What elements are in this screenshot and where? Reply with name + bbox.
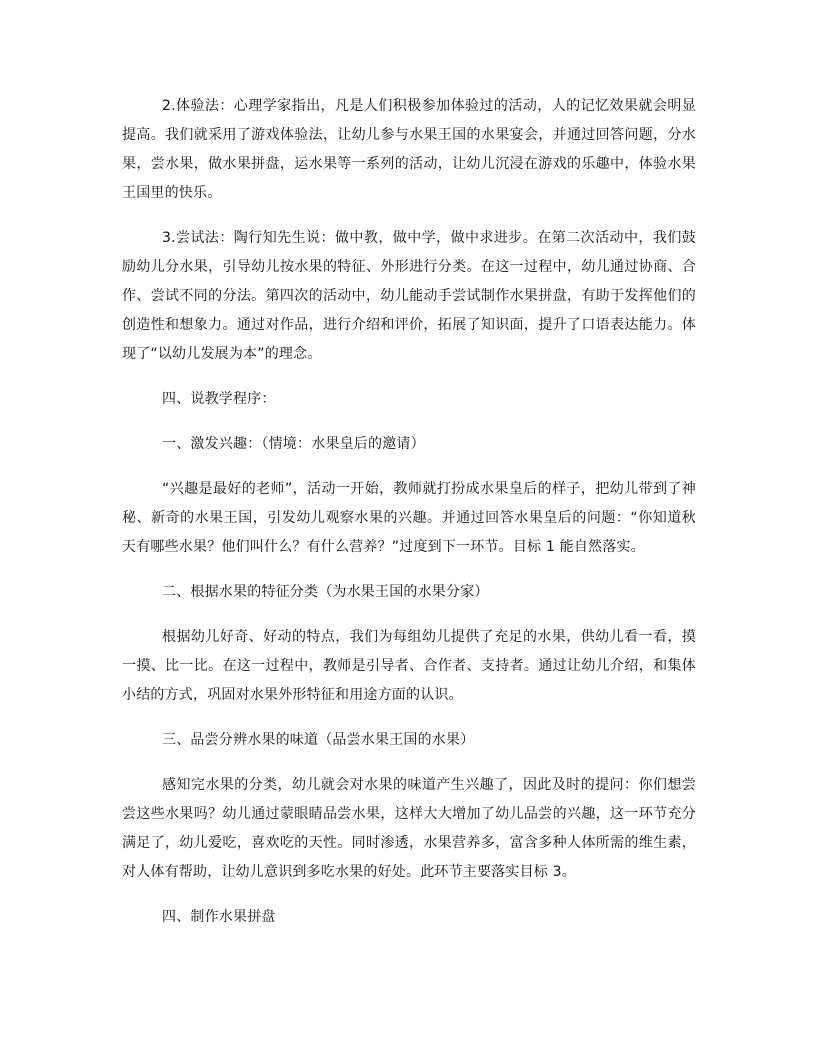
- step-heading-fruit-platter: 四、制作水果拼盘: [162, 909, 276, 925]
- section-heading-teaching-procedure: 四、说教学程序：: [162, 391, 276, 407]
- paragraph-stimulate-interest: “兴趣是最好的老师”，活动一开始，教师就打扮成水果皇后的样子，把幼儿带到了神秘、新奇的水果王国，引发幼儿观察水果的兴趣。并通过回答水果皇后的问题：“你知道秋天有哪些水果？他们叫什么？有什么营养？”过度到下一环节。目标 1 能自然落实。: [122, 481, 696, 555]
- step-heading-taste-fruit: 三、品尝分辨水果的味道（品尝水果王国的水果）: [162, 732, 475, 748]
- paragraph-taste-fruit: 感知完水果的分类，幼儿就会对水果的味道产生兴趣了，因此及时的提问：你们想尝尝这些水果吗？幼儿通过蒙眼睛品尝水果，这样大大增加了幼儿品尝的兴趣，这一环节充分满足了，幼儿爱吃，喜欢吃的天性。同时渗透，水果营养多，富含多种人体所需的维生素，对人体有帮助，让幼儿意识到多吃水果的好处。此环节主要落实目标 3。: [122, 777, 696, 880]
- step-heading-classify-fruit: 二、根据水果的特征分类（为水果王国的水果分家）: [162, 584, 489, 600]
- step-heading-stimulate-interest: 一、激发兴趣：（情境：水果皇后的邀请）: [162, 436, 425, 452]
- paragraph-classify-fruit: 根据幼儿好奇、好动的特点，我们为每组幼儿提供了充足的水果，供幼儿看一看，摸一摸、比一比。在这一过程中，教师是引导者、合作者、支持者。通过让幼儿介绍，和集体小结的方式，巩固对水果外形特征和用途方面的认识。: [122, 629, 696, 703]
- paragraph-experience-method: 2.体验法：心理学家指出，凡是人们积极参加体验过的活动，人的记忆效果就会明显提高。我们就采用了游戏体验法，让幼儿参与水果王国的水果宴会，并通过回答问题，分水果，尝水果，做水果拼盘，运水果等一系列的活动，让幼儿沉浸在游戏的乐趣中，体验水果王国里的快乐。: [122, 98, 696, 201]
- paragraph-trial-method: 3.尝试法：陶行知先生说：做中教，做中学，做中求进步。在第二次活动中，我们鼓励幼儿分水果，引导幼儿按水果的特征、外形进行分类。在这一过程中，幼儿通过协商、合作、尝试不同的分法。第四次的活动中，幼儿能动手尝试制作水果拼盘，有助于发挥他们的创造性和想象力。通过对作品，进行介绍和评价，拓展了知识面，提升了口语表达能力。体现了“以幼儿发展为本”的理念。: [122, 230, 696, 362]
- document-body: [122, 92, 696, 948]
